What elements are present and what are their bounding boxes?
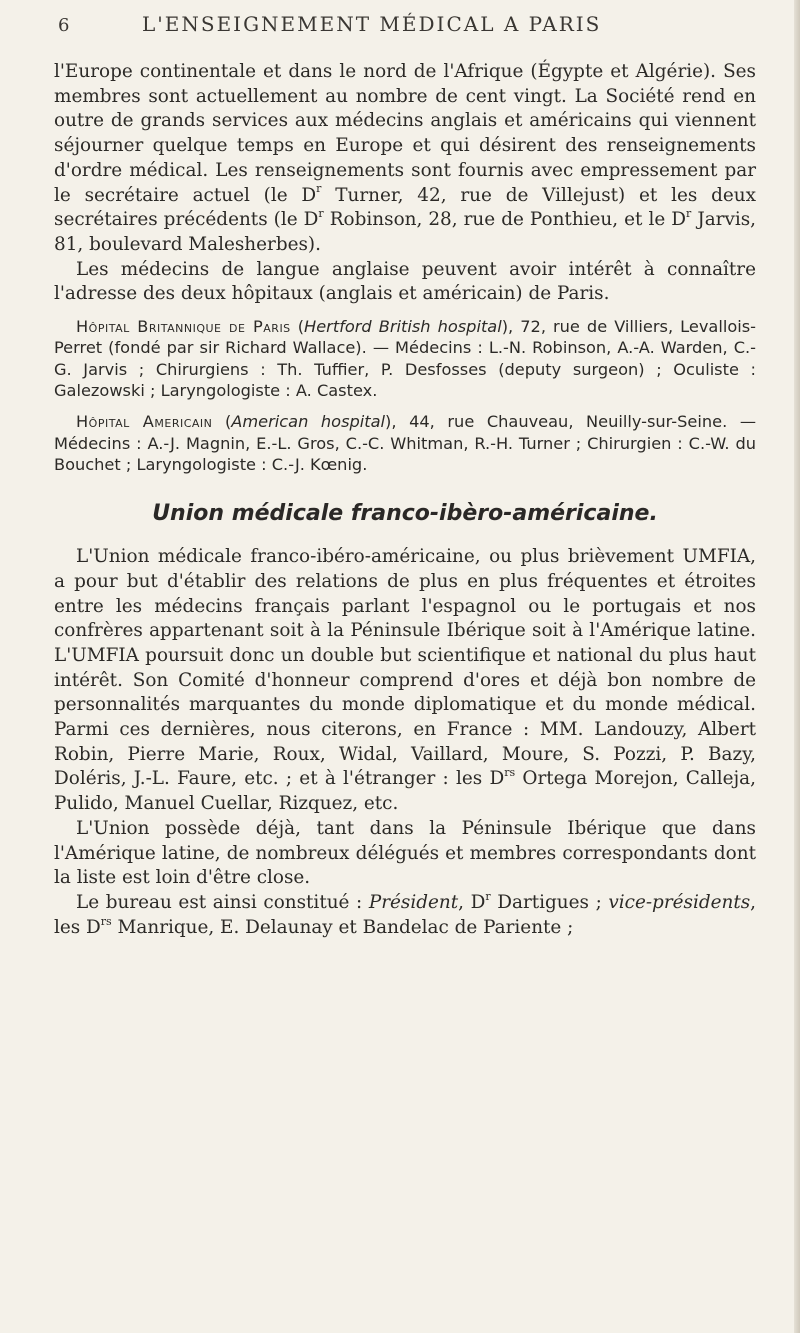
paragraph-text: Le bureau est ainsi constitué : <box>76 891 369 913</box>
paren: ( <box>290 317 305 337</box>
paragraph-umfia-purpose <box>54 545 756 817</box>
superscript: r <box>316 182 322 196</box>
paragraph-umfia-delegates: L'Union possède déjà, tant dans la Péninsule Ibérique que dans l'Amérique latine, de nombreux délégués et membres correspondants dont la liste est loin d'être close. <box>54 817 756 889</box>
paragraph-society-services <box>54 60 756 258</box>
paragraph-text: L'Union médicale franco-ibéro-américaine, ou plus brièvement UMFIA, a pour but d'établir des relations de plus en plus fréquentes et étroites entre les médecins français parlant l'espagnol ou le portugais et nos confrères appartenant soit à la Péninsule Ibérique soit à l'Amérique latine. L'UMFIA poursuit donc un double but scientifique et national du plus haut intérêt. Son Comité d'honneur comprend d'ores et déjà bon nombre de personnalités marquantes du monde diplomatique et du monde médical. Parmi ces dernières, nous citerons, en France : MM. Landouzy, Albert Robin, Pierre Marie, Roux, Widal, Vaillard, Moure, S. Pozzi, P. Bazy, Doléris, J.-L. Faure, etc. ; et à l'étranger : les D <box>54 546 756 790</box>
hospital-details: ), 44, rue Chauveau, Neuilly-sur-Seine. — Médecins : A.-J. Magnin, E.-L. Gros, C.-C. Whitman, R.-H. Turner ; Chirurgien : C.-W. du Bouchet ; Laryngologiste : C.-J. Kœnig. <box>54 412 757 474</box>
paragraph-hospitals-intro: Les médecins de langue anglaise peuvent avoir intérêt à connaître l'adresse des deux hôpitaux (anglais et américain) de Paris. <box>54 258 756 305</box>
paragraph-text: Ortega Morejon, Calleja, Pulido, Manuel Cuellar, Rizquez, etc. <box>54 768 756 815</box>
section-heading: Union médicale franco-ibèro-américaine. <box>152 501 658 527</box>
running-title: L'ENSEIGNEMENT MÉDICAL A PARIS <box>142 12 602 36</box>
paragraph-text: Jarvis, 81, boulevard Malesherbes). <box>54 209 757 255</box>
hospital-name: Hôpital Britannique de Paris <box>76 317 291 337</box>
superscript: rs <box>504 766 516 780</box>
hospital-name: Hôpital Americain <box>76 412 213 432</box>
superscript: r <box>485 889 491 903</box>
paragraph-text: Dartigues ; <box>490 891 609 913</box>
page-edge <box>794 0 800 1333</box>
running-head <box>54 8 756 60</box>
role-label: Président <box>368 891 459 913</box>
paragraph-text: Turner, 42, rue de Villejust) et les deux secrétaires précédents (le D <box>54 184 756 231</box>
paragraph-text: Manrique, E. Delaunay et Bandelac de Pariente ; <box>111 916 574 938</box>
paragraph-text: , D <box>458 891 486 913</box>
hospital-entry-american <box>54 411 756 475</box>
superscript: rs <box>100 914 112 928</box>
hospital-details: ), 72, rue de Villiers, Levallois-Perret (fondé par sir Richard Wallace). — Médecins : L.-N. Robinson, A.-A. Warden, C.-G. Jarvis ; Chirurgiens : Th. Tuffier, P. Desfosses (deputy surgeon) ; Oculiste : Galezowski ; Laryngologiste : A. Castex. <box>54 317 756 400</box>
hospital-english-name: Hertford British hospital <box>304 317 502 337</box>
hospital-english-name: American hospital <box>231 412 386 432</box>
role-label: vice-présidents <box>608 891 751 913</box>
superscript: r <box>686 207 692 221</box>
hospital-entry-british <box>54 316 756 401</box>
paragraph-text: l'Europe continentale et dans le nord de l'Afrique (Égypte et Algérie). Ses membres sont actuellement au nombre de cent vingt. La Société rend en outre de grands services aux médecins anglais et américains qui viennent séjourner quelque temps en Europe et qui désirent des renseignements d'ordre médical. Les renseignements sont fournis avec empressement par le secrétaire actuel (le D <box>54 61 756 206</box>
superscript: r <box>318 207 324 221</box>
page-number: 6 <box>58 15 71 36</box>
paren: ( <box>212 412 232 432</box>
paragraph-text: , les D <box>54 891 757 938</box>
paragraph-text: Robinson, 28, rue de Ponthieu, et le D <box>323 209 687 231</box>
paragraph-umfia-bureau <box>54 891 756 940</box>
